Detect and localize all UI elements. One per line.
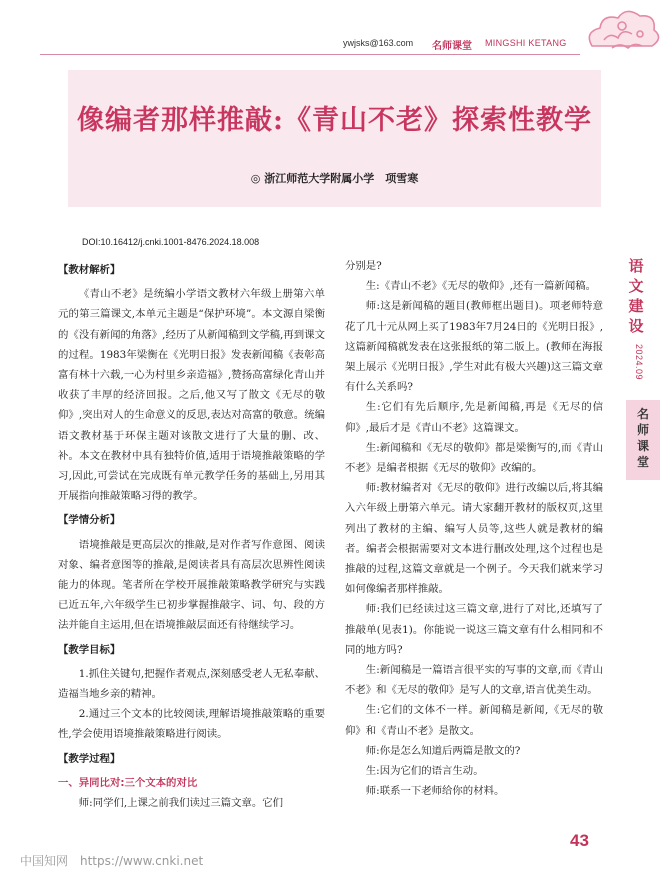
paragraph: 生:它们的文体不一样。新闻稿是新闻,《无尽的敬仰》和《青山不老》是散文。 bbox=[345, 704, 603, 737]
cnki-watermark: 中国知网 https://www.cnki.net bbox=[20, 854, 204, 868]
vertical-char: 师 bbox=[636, 423, 649, 437]
subsection-heading: 一、异同比对:三个文本的对比 bbox=[58, 776, 198, 789]
section-heading: 【学情分析】 bbox=[58, 514, 121, 527]
paragraph: 语境推敲是更高层次的推敲,是对作者写作意图、阅读对象、编者意图等的推敲,是阅读者具有高层次思辨性阅读能力的体现。笔者所在学校开展推敲策略教学研究与实践已近五年,六年级学生已初步掌握推敲字、词、句、段的方法并能自主运用,但在语境推敲层面还有待继续学习。 bbox=[58, 538, 325, 632]
section-heading: 【教学目标】 bbox=[58, 643, 121, 656]
vertical-char: 课 bbox=[636, 439, 649, 453]
paragraph: 师:我们已经读过这三篇文章,进行了对比,还填写了推敲单(见表1)。你能说一说这三篇文章有什么相同和不同的地方吗? bbox=[345, 603, 603, 656]
title-banner bbox=[68, 70, 601, 207]
article-doi: DOI:10.16412/j.cnki.1001-8476.2024.18.008 bbox=[82, 237, 260, 247]
vertical-char: 名 bbox=[636, 407, 649, 421]
header-divider bbox=[40, 54, 580, 55]
article-title: 像编者那样推敲:《青山不老》探索性教学 bbox=[77, 105, 592, 136]
section-heading: 【教材解析】 bbox=[58, 264, 121, 276]
paragraph: 师:联系一下老师给你的材料。 bbox=[365, 785, 505, 798]
paragraph: 生:新闻稿是一篇语言很平实的写事的文章,而《青山不老》和《无尽的敬仰》是写人的文章,语言优美生动。 bbox=[345, 664, 603, 697]
paragraph: 生:《青山不老》《无尽的敬仰》,还有一篇新闻稿。 bbox=[365, 280, 596, 293]
page-number: 43 bbox=[570, 831, 589, 850]
paragraph: 师:教材编者对《无尽的敬仰》进行改编以后,将其编入六年级上册第六单元。请大家翻开教材的版权页,这里列出了教材的主编、编写人员等,这些人就是教材的编者。编者会根据需要对文本进行删改处理,这个过程也是推敲的过程,这篇文章就是一个例子。今天我们就来学习如何像编者那样推敲。 bbox=[345, 482, 603, 596]
paragraph: 生:新闻稿和《无尽的敬仰》都是梁衡写的,而《青山不老》是编者根据《无尽的敬仰》改编的。 bbox=[345, 441, 603, 475]
paragraph: 师:这是新闻稿的题目(教师框出题目)。项老师特意花了几十元从网上买了1983年7月24日的《光明日报》,这篇新闻稿就发表在这张报纸的第二版上。(教师在海报架上展示《光明日报》,学生对此有极大兴趣)这三篇文章有什么关系吗? bbox=[345, 300, 603, 394]
paragraph: 1.抓住关键句,把握作者观点,深刻感受老人无私奉献、造福当地乡亲的精神。 bbox=[58, 667, 325, 701]
left-column bbox=[58, 256, 325, 813]
article-author: ◎ 浙江师范大学附属小学 项雪寒 bbox=[250, 172, 419, 185]
paragraph: 2.通过三个文本的比较阅读,理解语境推敲策略的重要性,学会使用语境推敲策略进行阅读。 bbox=[58, 708, 325, 741]
header-column-name-en: MINGSHI KETANG bbox=[485, 38, 567, 48]
journal-name-vertical bbox=[627, 256, 645, 336]
cloud-ornament-icon bbox=[582, 6, 662, 60]
vertical-char: 文 bbox=[628, 277, 644, 295]
vertical-char: 语 bbox=[628, 257, 644, 275]
paragraph: 生:它们有先后顺序,先是新闻稿,再是《无尽的信仰》,最后才是《青山不老》这篇课文。 bbox=[345, 401, 603, 434]
paragraph: 《青山不老》是统编小学语文教材六年级上册第六单元的第三篇课文,本单元主题是“保护环境”。本文源自梁衡的《没有新闻的角落》,经历了从新闻稿到文学稿,再到课文的过程。1983年梁衡在《光明日报》发表新闻稿《表彰高富有林十六载,一心为村里乡亲造福》,赞扬高富绿化青山并收获了丰厚的经济回报。之后,他又写了散文《无尽的敬仰》,突出对人的生命意义的反思,表达对高富的敬意。统编语文教材基于环保主题对该散文进行了大量的删、改、补。本文在教材中具有独特价值,适用于语境推敲策略的学习,因此,可尝试在完成既有单元教学任务的基础上,另用其开展指向推敲策略习得的教学。 bbox=[58, 288, 325, 503]
paragraph: 生:因为它们的语言生动。 bbox=[365, 765, 484, 778]
header-column-name: 名师课堂 bbox=[432, 41, 472, 52]
column-tab-label bbox=[633, 406, 653, 470]
section-heading: 【教学过程】 bbox=[58, 752, 121, 765]
header-email: ywjsks@163.com bbox=[343, 38, 414, 48]
journal-issue: 2024.09 bbox=[634, 344, 644, 381]
paragraph: 师:你是怎么知道后两篇是散文的? bbox=[365, 744, 521, 757]
vertical-char: 堂 bbox=[636, 455, 649, 469]
vertical-char: 设 bbox=[628, 317, 644, 335]
vertical-char: 建 bbox=[628, 297, 644, 315]
right-column bbox=[345, 256, 603, 801]
paragraph: 师:同学们,上课之前我们读过三篇文章。它们 bbox=[78, 797, 284, 810]
paragraph-continued: 分别是? bbox=[345, 260, 382, 272]
